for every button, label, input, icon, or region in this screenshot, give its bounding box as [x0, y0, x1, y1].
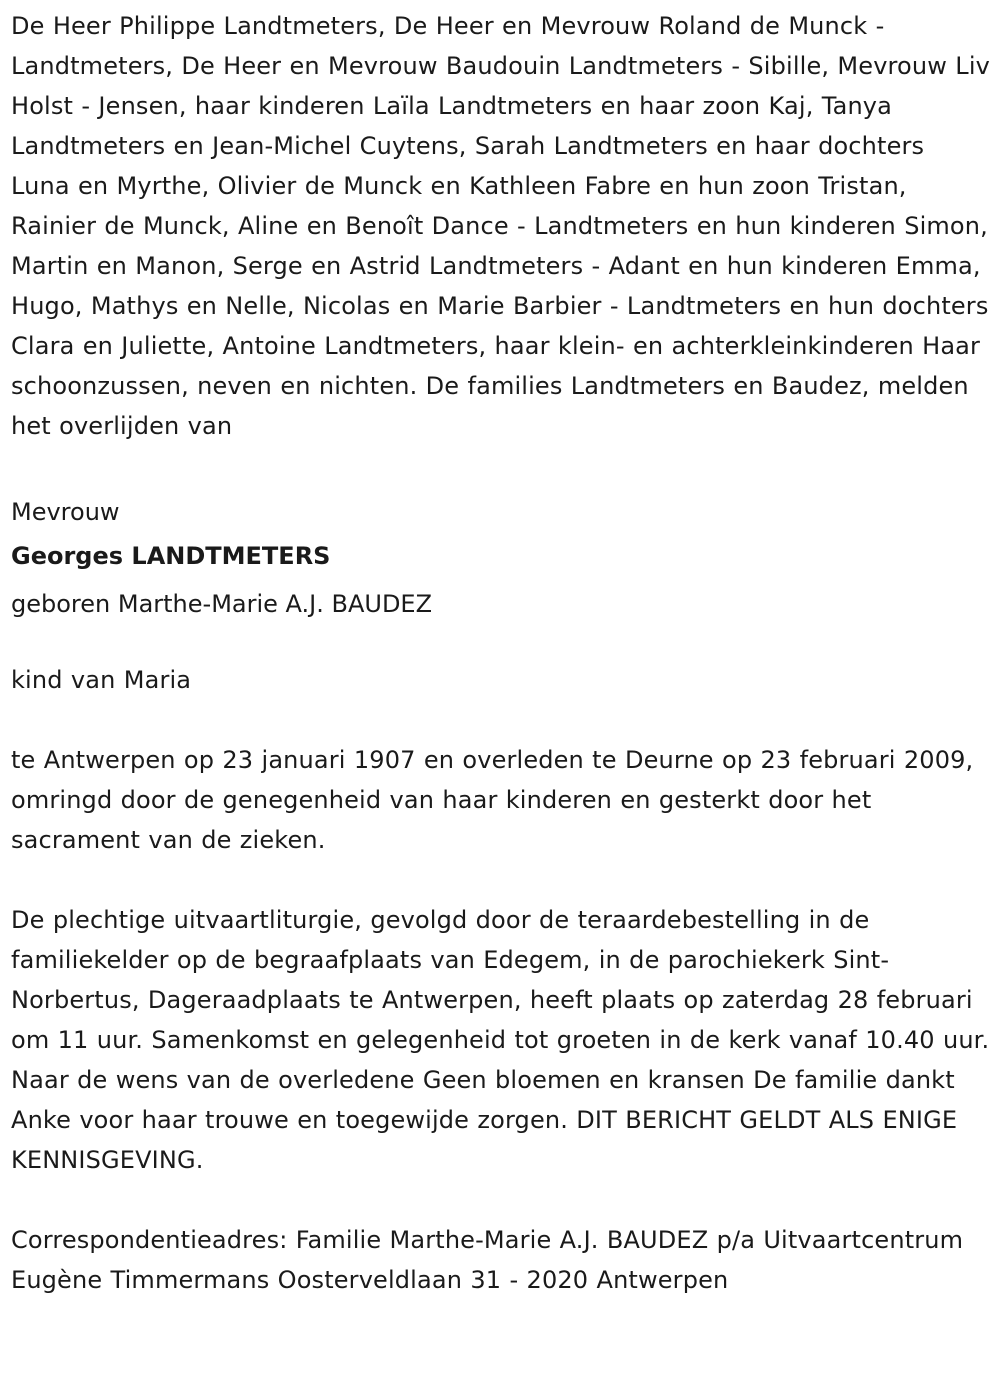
deceased-name: Georges LANDTMETERS [11, 542, 331, 570]
spacer [11, 446, 990, 486]
ceremony-paragraph: De plechtige uitvaartliturgie, gevolgd door de teraardebestelling in de familiekelder op de begraafplaats van Edegem, in de parochiekerk Sint-Norbertus, Dageraadplaats te Antwerpen, heeft plaats op zaterdag 28 februari om 11 uur. Samenkomst en gelegenheid tot groeten in de kerk vanaf 10.40 uur. Naar de wens van de overledene Geen bloemen en kransen De familie dankt Anke voor haar trouwe en toegewijde zorgen. DIT BERICHT GELDT ALS ENIGE KENNISGEVING. [11, 906, 990, 1174]
dates-paragraph: te Antwerpen op 23 januari 1907 en overleden te Deurne op 23 februari 2009, omringd door de genegenheid van haar kinderen en gesterkt door het sacrament van de zieken. [11, 746, 974, 854]
spacer [11, 700, 990, 740]
birth-name: geboren Marthe-Marie A.J. BAUDEZ [11, 590, 433, 618]
correspondence-paragraph: Correspondentieadres: Familie Marthe-Marie A.J. BAUDEZ p/a Uitvaartcentrum Eugène Timmermans Oosterveldlaan 31 - 2020 Antwerpen [11, 1226, 964, 1294]
spacer [11, 1180, 990, 1220]
parent-line: kind van Maria [11, 666, 192, 694]
intro-paragraph: De Heer Philippe Landtmeters, De Heer en Mevrouw Roland de Munck - Landtmeters, De Heer en Mevrouw Baudouin Landtmeters - Sibille, Mevrouw Liv Holst - Jensen, haar kinderen Laïla Landtmeters en haar zoon Kaj, Tanya Landtmeters en Jean-Michel Cuytens, Sarah Landtmeters en haar dochters Luna en Myrthe, Olivier de Munck en Kathleen Fabre en hun zoon Tristan, Rainier de Munck, Aline en Benoît Dance - Landtmeters en hun kinderen Simon, Martin en Manon, Serge en Astrid Landtmeters - Adant en hun kinderen Emma, Hugo, Mathys en Nelle, Nicolas en Marie Barbier - Landtmeters en hun dochters Clara en Juliette, Antoine Landtmeters, haar klein- en achterkleinkinderen Haar schoonzussen, neven en nichten. De families Landtmeters en Baudez, melden het overlijden van [11, 12, 990, 440]
spacer [11, 628, 990, 660]
honorific-title: Mevrouw [11, 498, 120, 526]
spacer [11, 860, 990, 900]
